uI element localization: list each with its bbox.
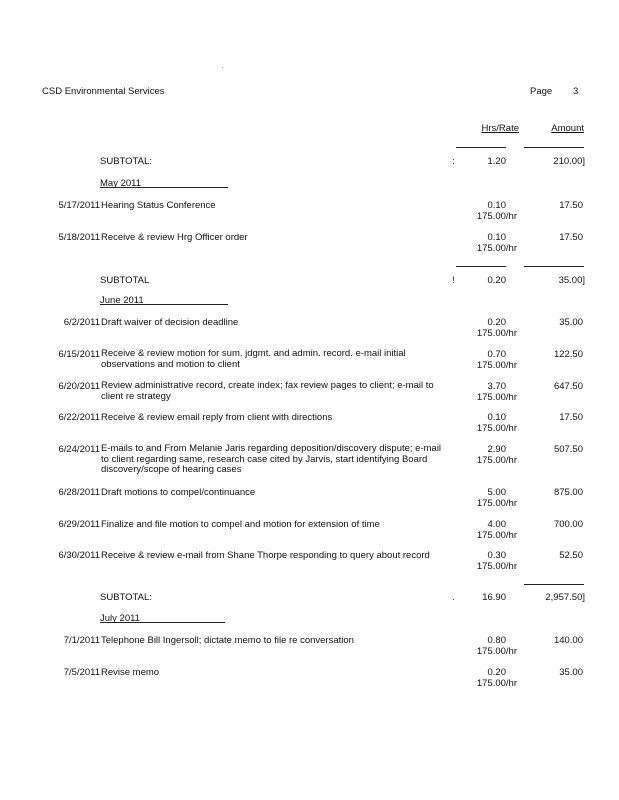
entry-hours: 0.10 xyxy=(487,232,506,243)
entry-desc: Telephone Bill Ingersoll; dictate memo to file re conversation xyxy=(101,635,354,646)
entry-hours: 3.70 xyxy=(487,381,506,392)
entry-rate: 175.00/hr xyxy=(476,498,517,509)
entry-amount: 647.50 xyxy=(553,381,583,392)
entry-rate: 175.00/hr xyxy=(476,678,517,689)
entry-desc: Revise memo xyxy=(101,667,160,678)
subtotal-hours: 0.20 xyxy=(487,275,506,286)
entry-date: 6/2/2011 xyxy=(63,317,100,328)
entry-amount: 17.50 xyxy=(559,232,583,243)
month-may: May 2011 xyxy=(100,178,142,189)
entry-amount: 35.00 xyxy=(559,667,583,678)
entry-rate: 175.00/hr xyxy=(476,455,517,466)
entry-amount: 700.00 xyxy=(553,519,583,530)
entry-date: 6/29/2011 xyxy=(58,519,100,530)
entry-desc: Review administrative record, create index; fax review pages to client; e-mail to client re strategy xyxy=(101,380,434,402)
entry-amount: 17.50 xyxy=(559,200,583,211)
entry-hours: 0.10 xyxy=(487,412,506,423)
subtotal-label: SUBTOTAL: xyxy=(100,592,152,603)
subtotal-amount: 2,957.50] xyxy=(545,592,585,603)
page-number: 3 xyxy=(573,86,579,97)
entry-date: 6/30/2011 xyxy=(58,550,100,561)
subtotal-hours: 1.20 xyxy=(487,156,506,167)
subtotal-hours: 16.90 xyxy=(482,592,506,603)
entry-hours: 2.90 xyxy=(487,444,506,455)
entry-rate: 175.00/hr xyxy=(476,646,517,657)
entry-desc: Hearing Status Conference xyxy=(101,200,216,211)
subtotal-amount: 210.00] xyxy=(553,156,585,167)
month-june: June 2011 xyxy=(100,295,144,306)
entry-desc: E-mails to and From Melanie Jaris regarding deposition/discovery dispute; e-mail to client regarding same, research case cited by Jarvis, start identifying Board discovery/scope of hearing cases xyxy=(101,443,442,475)
company-name: CSD Environmental Services xyxy=(42,86,165,97)
entry-amount: 35.00 xyxy=(559,317,583,328)
entry-rate: 175.00/hr xyxy=(476,243,517,254)
entry-rate: 175.00/hr xyxy=(476,530,517,541)
entry-date: 6/28/2011 xyxy=(58,487,100,498)
entry-amount: 52.50 xyxy=(559,550,583,561)
entry-desc: Draft motions to compel/continuance xyxy=(101,487,256,498)
amount-header: Amount xyxy=(551,123,584,134)
entry-amount: 875.00 xyxy=(553,487,583,498)
entry-desc: Receive & review email reply from client with directions xyxy=(101,412,333,423)
entry-amount: 122.50 xyxy=(553,349,583,360)
entry-hours: 0.80 xyxy=(487,635,506,646)
entry-date: 6/24/2011 xyxy=(58,444,100,455)
entry-date: 6/15/2011 xyxy=(58,349,100,360)
entry-date: 6/20/2011 xyxy=(58,381,100,392)
entry-hours: 4.00 xyxy=(487,519,506,530)
invoice-page: . CSD Environmental Services Page 3 Hrs/Rate Amount SUBTOTAL: : 1.20 210.00] May 2011 5/17/2011 Hearing Status Conference 0.10 175.00/hr 17.50 5/18/2011 Receive & review Hrg Officer order 0.10 175.00/hr 17.50 SUBTOTAL ! 0.20 35.00] June 2011 6/2/2011 Draft waiver of decision deadline 0.20 175.00/hr 35.00 6/15/2011 Receive & review motion for sum. jdgmt. and admin. record. e-mail initial observations and motion to client 0.70 175.00/hr 122.50 6/20/2011 Review administrative record, create index; fax review pages to client; e-mail to client re strategy 3.70 175.00/hr 647.50 6/22/2011 Receive & review email reply from client with directions 0.10 175.00/hr 17.50 6/24/2011 E-mails to and From Melanie Jaris regarding deposition/discovery dispute; e-mail to client regarding same, research case cited by Jarvis, start identifying Board discovery/scope of hearing cases 2.90 175.00/hr 507.50 6/28/2011 Draft motions to compel/continuance 5.00 175.00/hr 875.00 6/29/2011 Finalize and file motion to compel and motion for extension of time 4.00 175.00/hr 700.00 6/30/2011 Receive & review e-mail from Shane Thorpe responding to query about record 0.30 175.00/hr 52.50 SUBTOTAL: . 16.90 2,957.50] July 2011 7/1/2011 Telephone Bill Ingersoll; dictate memo to file re conversation 0.80 175.00/hr 140.00 7/5/2011 Revise memo 0.20 175.00/hr 35.00 xyxy=(42,64,585,689)
entry-hours: 5.00 xyxy=(487,487,506,498)
entry-hours: 0.10 xyxy=(487,200,506,211)
entry-amount: 507.50 xyxy=(553,444,583,455)
entry-hours: 0.30 xyxy=(487,550,506,561)
entry-rate: 175.00/hr xyxy=(476,328,517,339)
subtotal-amount: 35.00] xyxy=(558,275,585,286)
entry-rate: 175.00/hr xyxy=(476,561,517,572)
entry-date: 6/22/2011 xyxy=(58,412,100,423)
entry-date: 7/1/2011 xyxy=(63,635,100,646)
entry-hours: 0.70 xyxy=(487,349,506,360)
hrs-rate-header: Hrs/Rate xyxy=(481,123,519,134)
entry-rate: 175.00/hr xyxy=(476,360,517,371)
entry-hours: 0.20 xyxy=(487,317,506,328)
entry-desc: Finalize and file motion to compel and motion for extension of time xyxy=(101,519,380,530)
entry-rate: 175.00/hr xyxy=(476,423,517,434)
subtotal-label: SUBTOTAL xyxy=(100,275,150,286)
page-label: Page xyxy=(530,86,553,97)
entry-desc: Receive & review motion for sum. jdgmt. and admin. record. e-mail initial observations and motion to client xyxy=(101,348,406,370)
month-july: July 2011 xyxy=(100,613,140,624)
entry-date: 5/18/2011 xyxy=(58,232,100,243)
entry-date: 7/5/2011 xyxy=(63,667,100,678)
entry-desc: Receive & review Hrg Officer order xyxy=(101,232,248,243)
entry-hours: 0.20 xyxy=(487,667,506,678)
entry-date: 5/17/2011 xyxy=(58,200,100,211)
entry-desc: Receive & review e-mail from Shane Thorpe responding to query about record xyxy=(101,550,430,561)
entry-desc: Draft waiver of decision deadline xyxy=(101,317,239,328)
subtotal-label: SUBTOTAL: xyxy=(100,156,152,167)
entry-rate: 175.00/hr xyxy=(476,211,517,222)
entry-rate: 175.00/hr xyxy=(476,392,517,403)
entry-amount: 140.00 xyxy=(553,635,583,646)
entry-amount: 17.50 xyxy=(559,412,583,423)
